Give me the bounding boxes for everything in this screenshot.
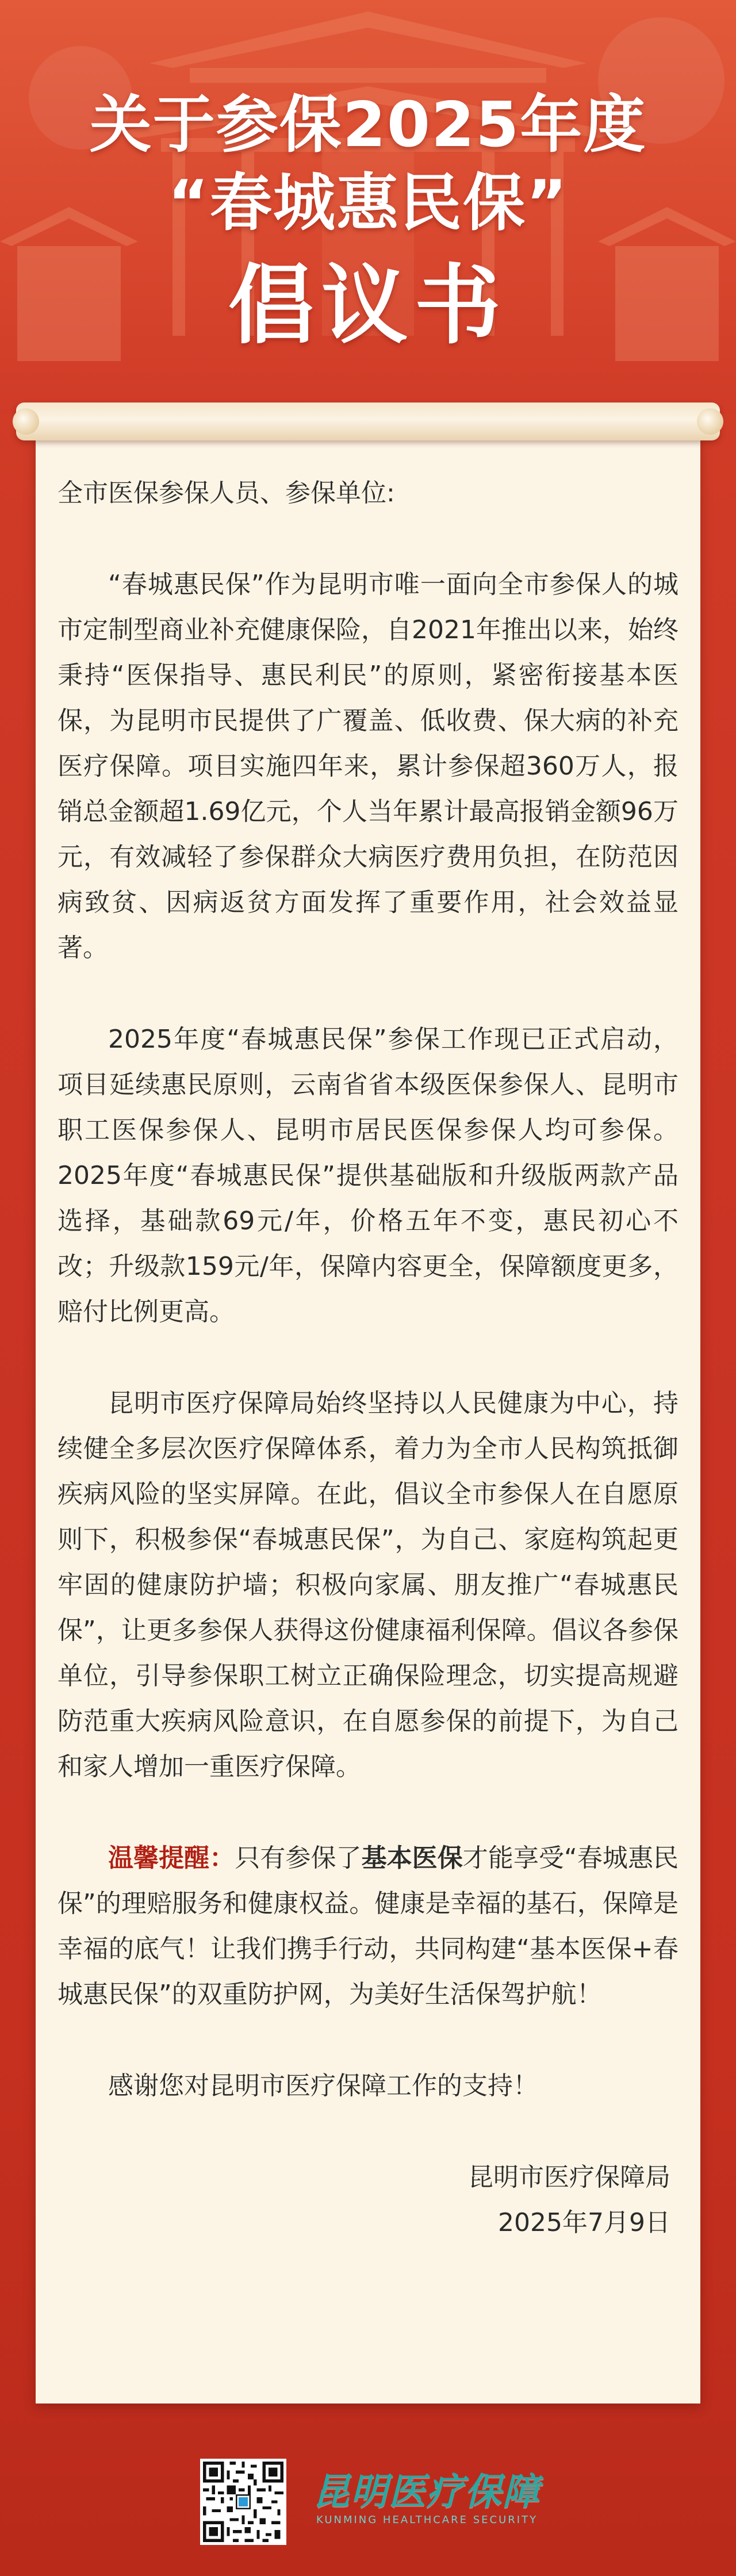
thanks-line: 感谢您对昆明市医疗保障工作的支持！ xyxy=(108,2071,538,2100)
brand-name: 昆明医疗保障 xyxy=(313,2471,540,2513)
qr-code-icon[interactable] xyxy=(200,2459,286,2545)
reminder-text-b: 才能享受“春城惠民保”的理赔服务和健康权益。健康是幸福的基石，保障是幸福的底气！让我们携手行动，共同构建“基本医保+春城惠民保”的双重防护网，为美好生活保驾护航！ xyxy=(57,1843,679,2009)
reminder-label: 温馨提醒： xyxy=(108,1843,235,1873)
signature-date: 2025年7月9日 xyxy=(498,2208,670,2237)
scroll-roller xyxy=(16,402,720,440)
brand-subtitle: KUNMING HEALTHCARE SECURITY xyxy=(316,2514,538,2526)
header-banner xyxy=(0,0,736,414)
title-line-2: “春城惠民保” xyxy=(168,167,568,239)
paragraph-2025-launch: 2025年度“春城惠民保”参保工作现已正式启动，项目延续惠民原则，云南省省本级医保参保人、昆明市职工医保参保人、昆明市居民医保参保人均可参保。2025年度“春城惠民保”提供基础版和升级版两款产品选择，基础款69元/年，价格五年不变，惠民初心不改；升级款159元/年，保障内容更全，保障额度更多，赔付比例更高。 xyxy=(57,1025,678,1327)
reminder-bold: 基本医保 xyxy=(361,1843,463,1873)
brand-logo xyxy=(313,2471,554,2546)
title-line-1: 关于参保2025年度 xyxy=(89,89,647,161)
paragraph-intro: “春城惠民保”作为昆明市唯一面向全市参保人的城市定制型商业补充健康保险，自2021年推出以来，始终秉持“医保指导、惠民利民”的原则，紧密衔接基本医保，为昆明市民提供了广覆盖、低收费、保大病的补充医疗保障。项目实施四年来，累计参保超360万人，报销总金额超1.69亿元，个人当年累计最高报销金额96万元，有效减轻了参保群众大病医疗费用负担，在防范因病致贫、因病返贫方面发挥了重要作用，社会效益显著。 xyxy=(57,570,678,963)
page-title xyxy=(0,86,736,363)
footer xyxy=(0,2444,736,2576)
signature-org: 昆明市医疗保障局 xyxy=(468,2163,670,2192)
reminder-text-a: 只有参保了 xyxy=(235,1843,362,1873)
title-line-3: 倡议书 xyxy=(228,256,508,356)
letter-body xyxy=(57,470,678,2245)
salutation: 全市医保参保人员、参保单位: xyxy=(57,478,395,508)
paragraph-reminder xyxy=(57,1835,678,2017)
paragraph-initiative: 昆明市医疗保障局始终坚持以人民健康为中心，持续健全多层次医疗保障体系，着力为全市人民构筑抵御疾病风险的坚实屏障。在此，倡议全市参保人在自愿原则下，积极参保“春城惠民保”，为自己、家庭构筑起更牢固的健康防护墙；积极向家属、朋友推广“春城惠民保”，让更多参保人获得这份健康福利保障。倡议各参保单位，引导参保职工树立正确保险理念，切实提高规避防范重大疾病风险意识，在自愿参保的前提下，为自己和家人增加一重医疗保障。 xyxy=(57,1389,678,1781)
